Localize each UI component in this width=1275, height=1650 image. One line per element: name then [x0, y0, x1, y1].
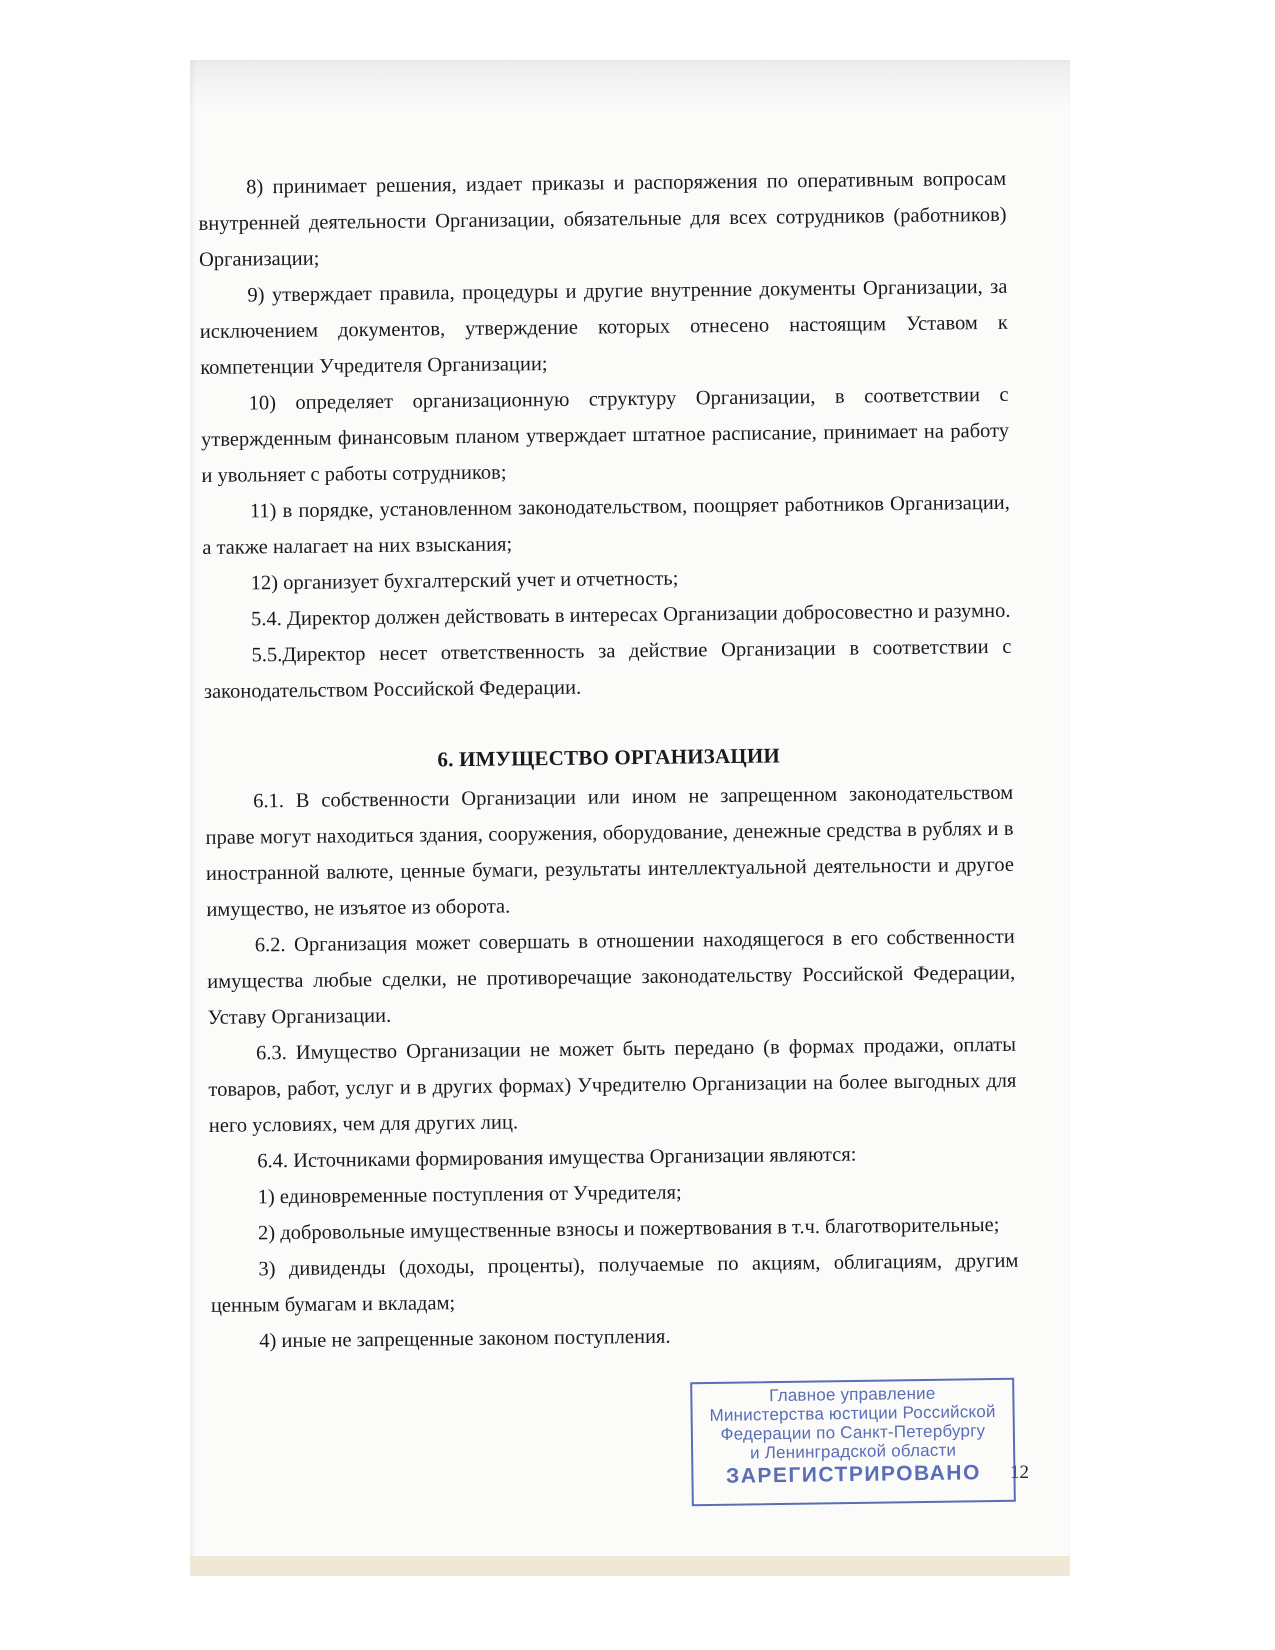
page-number: 12: [1010, 1462, 1029, 1483]
paragraph-item-9: 9) утверждает правила, процедуры и другие внутренние документы Организации, за исключением документов, утверждение которых отнесено настоящим Уставом к компетенции Учредителя Организации;: [199, 275, 1008, 379]
stamp-line-3: Федерации по Санкт-Петербургу: [720, 1421, 986, 1444]
paragraph-6-1: 6.1. В собственности Организации или ином не запрещенном законодательством праве могут находиться здания, сооружения, оборудование, денежные средства в рублях и в иностранной валюте, ценные бумаги, результаты интеллектуальной деятельности и другое имущество, не изъятое из оборота.: [205, 781, 1015, 921]
paragraph-6-4: 6.4. Источниками формирования имущества Организации являются:: [257, 1143, 857, 1173]
stamp-registered: ЗАРЕГИСТРИРОВАНО: [725, 1461, 981, 1488]
stamp-line-1: Главное управление: [769, 1383, 936, 1406]
paragraph-item-10: 10) определяет организационную структуру Организации, в соответствии с утвержденным финансовым планом утверждает штатное расписание, принимает на работу и увольняет с работы сотрудников;: [200, 383, 1010, 487]
paragraph-item-12: 12) организует бухгалтерский учет и отчетность;: [250, 567, 679, 595]
page-bottom-edge: [190, 1556, 1070, 1576]
section-title: 6. ИМУЩЕСТВО ОРГАНИЗАЦИИ: [437, 743, 781, 772]
source-item-2: 2) добровольные имущественные взносы и пожертвования в т.ч. благотворительные;: [257, 1213, 1000, 1245]
paragraph-5-5: 5.5.Директор несет ответственность за действие Организации в соответствии с законодательством Российской Федерации.: [203, 635, 1012, 703]
source-item-3: 3) дивиденды (доходы, проценты), получаемые по акциям, облигациям, другим ценным бумагам и вкладам;: [210, 1249, 1019, 1317]
paragraph-item-11: 11) в порядке, установленном законодательством, поощряет работников Организации, а также налагает на них взыскания;: [202, 491, 1010, 559]
stamp-line-2: Министерства юстиции Российской: [709, 1402, 996, 1425]
paragraph-item-8: 8) принимает решения, издает приказы и распоряжения по оперативным вопросам внутренней деятельности Организации, обязательные для всех сотрудников (работников) Организации;: [198, 167, 1007, 271]
stamp-line-4: и Ленинградской области: [749, 1440, 957, 1463]
paragraph-5-4: 5.4. Директор должен действовать в интересах Организации добросовестно и разумно.: [250, 599, 1011, 631]
paragraph-6-3: 6.3. Имущество Организации не может быть передано (в формах продажи, оплаты товаров, работ, услуг и в других формах) Учредителю Организации на более выгодных для него условиях, чем для других лиц.: [208, 1033, 1017, 1137]
document-body: [198, 161, 1019, 1360]
source-item-4: 4) иные не запрещенные законом поступления.: [259, 1325, 671, 1353]
source-item-1: 1) единовременные поступления от Учредителя;: [257, 1181, 682, 1209]
paragraph-6-2: 6.2. Организация может совершать в отношении находящегося в его собственности имущества любые сделки, не противоречащие законодательству Российской Федерации, Уставу Организации.: [207, 925, 1016, 1029]
page-shadow: [190, 60, 1070, 110]
registration-stamp: [690, 1378, 1016, 1507]
